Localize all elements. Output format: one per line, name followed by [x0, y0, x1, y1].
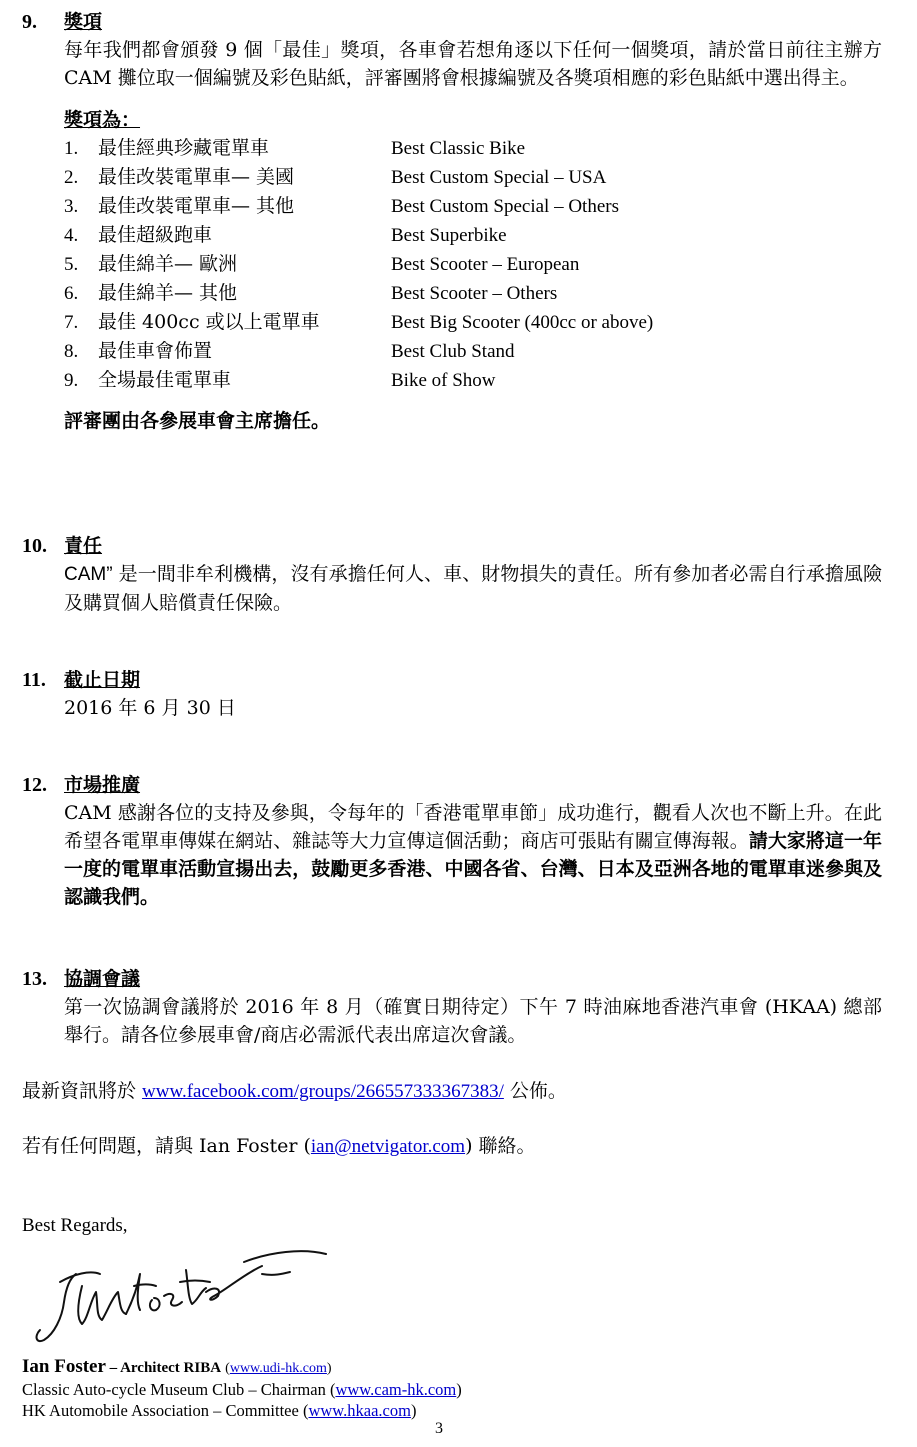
paren-close: ) [410, 1401, 417, 1420]
signature-line-3 [22, 1400, 462, 1421]
award-number: 7. [64, 312, 79, 333]
award-row [64, 221, 882, 250]
section-title: 責任 [64, 535, 103, 557]
award-name-zh: 最佳綿羊— 其他 [98, 282, 238, 304]
news-prefix: 最新資訊將於 [22, 1080, 143, 1102]
signature-block [22, 1356, 462, 1421]
section-11 [22, 666, 882, 722]
award-name-zh: 全場最佳電單車 [98, 369, 232, 391]
marketing-call-to-action: 請大家將這一年一度的電單車活動宣揚出去，鼓勵更多香港、中國各省、台灣、日本及亞洲各地的電單車迷參與及認識我們。 [64, 830, 882, 908]
section-12-header [22, 771, 882, 799]
cam-chairman-text: Classic Auto-cycle Museum Club – Chairman ( [22, 1380, 336, 1399]
page-number: 3 [435, 1420, 443, 1437]
section-10-paragraph [64, 560, 882, 617]
marketing-text: CAM 感謝各位的支持及參與，令每年的「香港電單車節」成功進行，觀看人次也不斷上升。在此希望各電單車傳媒在網站、雜誌等大力宣傳這個活動；商店可張貼有關宣傳海報。 [64, 802, 882, 852]
udi-link[interactable]: www.udi-hk.com [229, 1361, 327, 1376]
section-number: 12. [22, 774, 47, 796]
section-number: 11. [22, 669, 46, 691]
news-line [22, 1077, 567, 1106]
section-number: 13. [22, 968, 47, 990]
award-name-en: Best Club Stand [391, 341, 515, 362]
award-row [64, 279, 882, 308]
section-9-header [22, 8, 882, 36]
section-number: 10. [22, 535, 47, 557]
section-title: 協調會議 [64, 968, 141, 990]
section-title: 市場推廣 [64, 774, 141, 796]
section-number: 9. [22, 11, 37, 33]
news-suffix: 公佈。 [503, 1080, 567, 1102]
paren-close: ) [456, 1380, 462, 1399]
section-13-paragraph: 第一次協調會議將於 2016 年 8 月（確實日期待定）下午 7 時油麻地香港汽車會 (HKAA) 總部舉行。請各位參展車會/商店必需派代表出席這次會議。 [64, 996, 882, 1046]
award-row [64, 337, 882, 366]
deadline-text: 2016 年 6 月 30 日 [64, 697, 236, 719]
award-name-zh: 最佳車會佈置 [98, 340, 213, 362]
section-10-header [22, 532, 882, 560]
section-title: 截止日期 [64, 669, 141, 691]
contact-prefix: 若有任何問題，請與 Ian Foster ( [22, 1135, 311, 1157]
signer-role: – Architect RIBA [105, 1360, 222, 1376]
award-row [64, 250, 882, 279]
award-number: 1. [64, 138, 79, 159]
section-13-header [22, 965, 882, 993]
award-name-en: Best Custom Special – Others [391, 196, 619, 217]
award-name-en: Best Custom Special – USA [391, 167, 607, 188]
award-name-en: Best Classic Bike [391, 138, 526, 159]
award-number: 2. [64, 167, 79, 188]
closing: Best Regards, [22, 1215, 128, 1236]
award-name-zh: 最佳經典珍藏電單車 [98, 137, 270, 159]
award-number: 4. [64, 225, 79, 246]
section-9-paragraph: 每年我們都會頒發 9 個「最佳」獎項，各車會若想角逐以下任何一個獎項，請於當日前往主辦方 CAM 攤位取一個編號及彩色貼紙，評審團將會根據編號及各獎項相應的彩色貼紙中選出得主。 [64, 39, 882, 89]
section-11-header [22, 666, 882, 694]
award-number: 6. [64, 283, 79, 304]
cam-link[interactable]: www.cam-hk.com [335, 1380, 457, 1399]
section-12-paragraph [64, 799, 882, 911]
email-link[interactable]: ian@netvigator.com [310, 1136, 466, 1157]
section-12 [22, 771, 882, 911]
award-name-zh: 最佳綿羊— 歐洲 [98, 253, 238, 275]
facebook-link[interactable]: www.facebook.com/groups/266557333367383/ [142, 1081, 504, 1102]
jury-note: 評審團由各參展車會主席擔任。 [64, 410, 331, 432]
award-name-zh: 最佳改裝電單車— 其他 [98, 195, 295, 217]
award-name-en: Best Big Scooter (400cc or above) [391, 312, 654, 333]
section-9 [22, 8, 882, 435]
award-number: 8. [64, 341, 79, 362]
section-10 [22, 532, 882, 617]
award-row [64, 192, 882, 221]
signer-name: Ian Foster [22, 1356, 106, 1377]
liability-text: 是一間非牟利機構，沒有承擔任何人、車、財物損失的責任。所有參加者必需自行承擔風險及購買個人賠償責任保險。 [64, 563, 882, 614]
contact-suffix: ) 聯絡。 [465, 1135, 536, 1157]
section-title: 獎項 [64, 11, 103, 33]
award-row [64, 163, 882, 192]
award-row [64, 366, 882, 395]
contact-line [22, 1132, 536, 1161]
signature-image [30, 1240, 350, 1345]
award-number: 5. [64, 254, 79, 275]
hkaa-link[interactable]: www.hkaa.com [308, 1401, 411, 1420]
section-13 [22, 965, 882, 1049]
award-name-en: Bike of Show [391, 370, 496, 391]
awards-label: 獎項為： [64, 109, 141, 131]
award-number: 9. [64, 370, 79, 391]
award-number: 3. [64, 196, 79, 217]
award-name-zh: 最佳超級跑車 [98, 224, 213, 246]
award-name-en: Best Superbike [391, 225, 507, 246]
awards-list [64, 106, 882, 395]
award-row [64, 308, 882, 337]
award-name-en: Best Scooter – Others [391, 283, 558, 304]
cam-label: CAM” [64, 564, 113, 585]
award-rows [64, 134, 882, 395]
signature-line-1: Ian Foster – Architect RIBA (www.udi-hk.com) [22, 1356, 332, 1377]
hkaa-committee-text: HK Automobile Association – Committee ( [22, 1401, 309, 1420]
award-row [64, 134, 882, 163]
award-name-zh: 最佳 400cc 或以上電單車 [98, 311, 320, 333]
award-name-zh: 最佳改裝電單車— 美國 [98, 166, 295, 188]
signature-line-2 [22, 1379, 462, 1400]
award-name-en: Best Scooter – European [391, 254, 580, 275]
